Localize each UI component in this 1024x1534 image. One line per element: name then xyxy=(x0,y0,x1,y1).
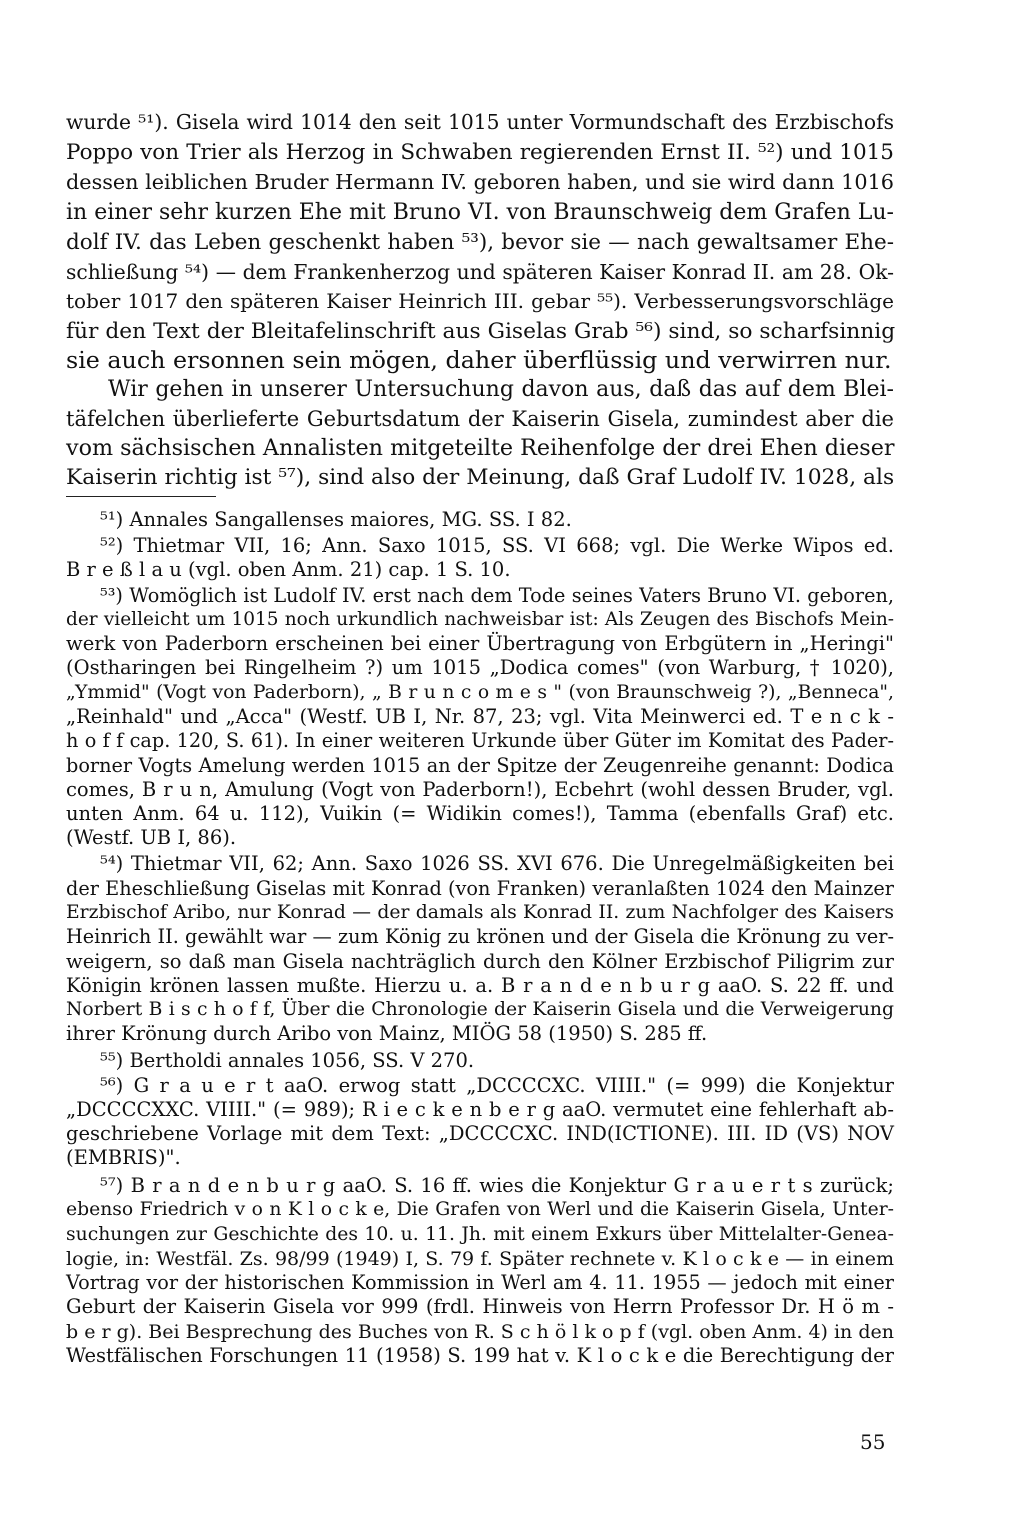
footnote-line: Erzbischof Aribo, nur Konrad — der damals als Konrad II. zum Nachfolger des Kaisers xyxy=(66,902,894,923)
footnote-line: der Eheschließung Giselas mit Konrad (von Franken) veranlaßten 1024 den Mainzer xyxy=(66,877,894,900)
main-line: Poppo von Trier als Herzog in Schwaben regierenden Ernst II. ⁵²) und 1015 xyxy=(66,140,894,165)
footnote-line: h o f f cap. 120, S. 61). In einer weiteren Urkunde über Güter im Komitat des Pader- xyxy=(66,729,894,752)
footnote-line: ⁵⁶) G r a u e r t aaO. erwog statt „DCCCCXC. VIIII." (= 999) die Konjektur xyxy=(100,1074,894,1097)
footnote-line: ihrer Krönung durch Aribo von Mainz, MIÖG 58 (1950) S. 285 ff. xyxy=(66,1022,708,1045)
page-number: 55 xyxy=(860,1430,886,1454)
footnote-line: ebenso Friedrich v o n K l o c k e, Die Grafen von Werl und die Kaiserin Gisela, Unter- xyxy=(66,1199,894,1220)
main-line: dessen leiblichen Bruder Hermann IV. geboren haben, und sie wird dann 1016 xyxy=(66,170,894,194)
footnote-line: ⁵¹) Annales Sangallenses maiores, MG. SS. I 82. xyxy=(100,508,572,531)
footnote-divider xyxy=(66,496,216,497)
footnote-line: ⁵⁵) Bertholdi annales 1056, SS. V 270. xyxy=(100,1049,475,1072)
footnote-line: Königin krönen lassen mußte. Hierzu u. a. B r a n d e n b u r g aaO. S. 22 ff. und xyxy=(66,974,894,997)
main-line: sie auch ersonnen sein mögen, daher überflüssig und verwirren nur. xyxy=(66,346,892,374)
footnote-line: ⁵²) Thietmar VII, 16; Ann. Saxo 1015, SS. VI 668; vgl. Die Werke Wipos ed. xyxy=(100,534,894,557)
footnote-line: werk von Paderborn erscheinen bei einer Übertragung von Erbgütern in „Heringi" xyxy=(66,632,894,655)
main-line: dolf IV. das Leben geschenkt haben ⁵³), bevor sie — nach gewaltsamer Ehe- xyxy=(66,230,894,255)
footnote-line: B r e ß l a u (vgl. oben Anm. 21) cap. 1 S. 10. xyxy=(66,558,511,581)
main-line: täfelchen überlieferte Geburtsdatum der Kaiserin Gisela, zumindest aber die xyxy=(66,407,894,431)
main-line: tober 1017 den späteren Kaiser Heinrich III. gebar ⁵⁵). Verbesserungsvorschläge xyxy=(66,289,894,313)
footnote-line: Norbert B i s c h o f f, Über die Chronologie der Kaiserin Gisela und die Verweigerung xyxy=(66,999,894,1020)
footnote-line: ⁵⁷) B r a n d e n b u r g aaO. S. 16 ff. wies die Konjektur G r a u e r t s zurück; xyxy=(100,1174,894,1197)
footnote-line: suchungen zur Geschichte des 10. u. 11. Jh. mit einem Exkurs über Mittelalter-Genea- xyxy=(66,1224,894,1245)
footnote-line: Vortrag vor der historischen Kommission in Werl am 4. 11. 1955 — jedoch mit einer xyxy=(66,1271,894,1294)
footnote-line: ⁵³) Womöglich ist Ludolf IV. erst nach dem Tode seines Vaters Bruno VI. geboren, xyxy=(100,584,894,607)
footnote-line: b e r g). Bei Besprechung des Buches von R. S c h ö l k o p f (vgl. oben Anm. 4) in den xyxy=(66,1321,894,1343)
main-line: vom sächsischen Annalisten mitgeteilte Reihenfolge der drei Ehen dieser xyxy=(66,435,895,461)
main-line: wurde ⁵¹). Gisela wird 1014 den seit 1015 unter Vormundschaft des Erzbischofs xyxy=(66,110,894,134)
footnote-line: (Westf. UB I, 86). xyxy=(66,826,237,849)
footnote-line: „DCCCCXXC. VIIII." (= 989); R i e c k e n b e r g aaO. vermutet eine fehlerhaft ab- xyxy=(66,1098,894,1121)
footnote-line: (Ostharingen bei Ringelheim ?) um 1015 „Dodica comes" (von Warburg, † 1020), xyxy=(66,656,894,679)
footnote-line: unten Anm. 64 u. 112), Vuikin (= Widikin comes!), Tamma (ebenfalls Graf) etc. xyxy=(66,802,894,825)
footnote-line: „Reinhald" und „Acca" (Westf. UB I, Nr. 87, 23; vgl. Vita Meinwerci ed. T e n c k - xyxy=(66,705,894,728)
footnote-line: „Ymmid" (Vogt von Paderborn), „ B r u n c o m e s " (von Braunschweig ?), „Benneca", xyxy=(66,682,894,703)
footnote-line: logie, in: Westfäl. Zs. 98/99 (1949) I, S. 79 f. Später rechnete v. K l o c k e — in einem xyxy=(66,1248,894,1270)
footnote-line: der vielleicht um 1015 noch urkundlich nachweisbar ist: Als Zeugen des Bischofs Mein- xyxy=(66,609,894,630)
main-line: schließung ⁵⁴) — dem Frankenherzog und späteren Kaiser Konrad II. am 28. Ok- xyxy=(66,260,894,284)
main-line: für den Text der Bleitafelinschrift aus Giselas Grab ⁵⁶) sind, so scharfsinnig xyxy=(66,319,896,344)
footnote-line: weigern, so daß man Gisela nachträglich durch den Kölner Erzbischof Piligrim zur xyxy=(66,950,894,973)
footnote-line: borner Vogts Amelung werden 1015 an der Spitze der Zeugenreihe genannt: Dodica xyxy=(66,754,894,777)
footnote-line: geschriebene Vorlage mit dem Text: „DCCCCXC. IND(ICTIONE). III. ID (VS) NOV xyxy=(66,1122,894,1145)
footnote-line: Westfälischen Forschungen 11 (1958) S. 199 hat v. K l o c k e die Berechtigung der xyxy=(66,1344,894,1367)
footnote-line: Heinrich II. gewählt war — zum König zu krönen und der Gisela die Krönung zu ver- xyxy=(66,925,894,948)
main-line: Wir gehen in unserer Untersuchung davon aus, daß das auf dem Blei- xyxy=(108,377,894,402)
footnote-line: ⁵⁴) Thietmar VII, 62; Ann. Saxo 1026 SS. XVI 676. Die Unregelmäßigkeiten bei xyxy=(100,852,894,875)
footnote-line: comes, B r u n, Amulung (Vogt von Paderborn!), Ecbehrt (wohl dessen Bruder, vgl. xyxy=(66,778,894,801)
main-line: in einer sehr kurzen Ehe mit Bruno VI. von Braunschweig dem Grafen Lu- xyxy=(66,200,894,225)
footnote-line: (EMBRIS)". xyxy=(66,1146,181,1169)
main-line: Kaiserin richtig ist ⁵⁷), sind also der Meinung, daß Graf Ludolf IV. 1028, als xyxy=(66,465,895,490)
footnote-line: Geburt der Kaiserin Gisela vor 999 (frdl. Hinweis von Herrn Professor Dr. H ö m - xyxy=(66,1295,894,1318)
